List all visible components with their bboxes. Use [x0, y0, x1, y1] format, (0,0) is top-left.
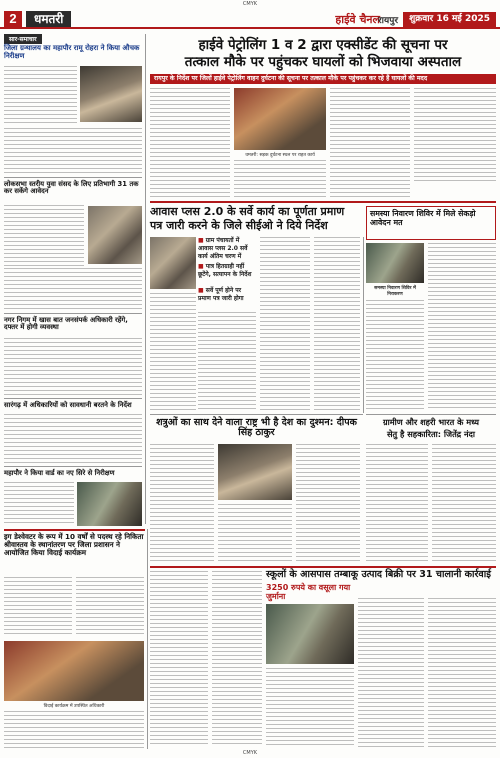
- second-bullet-2: ■ पात्र हितग्राही नहीं छूटेंगे, सत्यापन के निर्देश: [198, 263, 252, 278]
- lead-photo-caption: धमतरी: सड़क दुर्घटना स्थल पर राहत कार्य: [245, 153, 315, 158]
- second-text-col-4: [314, 237, 360, 411]
- color-registration-mark: CMYK: [242, 750, 258, 756]
- lead-photo: [234, 88, 326, 150]
- divider: [4, 466, 142, 467]
- section-name: धमतरी: [26, 11, 71, 27]
- second-text-col-1: [150, 293, 196, 411]
- second-text-col-2: [260, 237, 310, 411]
- masthead: [0, 10, 500, 29]
- farewell-text-col-1: [4, 577, 72, 637]
- column-divider: [145, 34, 146, 524]
- fourth-text-col-2: [432, 444, 496, 562]
- lead-strapline: रायपुर के निर्देश पर जिलों हाईवे पेट्रोलिंग वाहन दुर्घटना की सूचना पर तत्काल मौके पर पहुंचकर कर रहे हैं घायलों की मदद: [150, 74, 496, 84]
- third-story-photo: [218, 444, 292, 500]
- left-article-3-text: [4, 338, 142, 396]
- second-text-col-3: [198, 312, 256, 411]
- left-article-5-photo: [77, 482, 142, 526]
- left-headline-2: लोकसभा स्तरीय युवा संसद के लिए प्रतिभागी 31 तक कर सकेंगे आवेदन: [4, 180, 139, 196]
- third-text-col-3: [296, 444, 360, 562]
- third-text-col-2: [218, 504, 292, 562]
- right-headline: समस्या निवारण शिविर में मिले सेकड़ो आवेदन मत: [370, 209, 476, 227]
- right-text-col-2: [428, 243, 496, 410]
- farewell-photo-caption: विदाई कार्यक्रम में उपस्थित अधिकारी: [43, 704, 105, 709]
- bottom-text-col-3: [266, 668, 354, 748]
- divider: [150, 414, 363, 415]
- fourth-headline-line-2: सेतु है सहकारिता: जितेंद्र नंदा: [387, 429, 475, 439]
- column-divider: [147, 529, 148, 749]
- page-number: 2: [4, 11, 22, 27]
- bottom-text-col-4: [358, 598, 424, 748]
- paper-name: हाईवे चैनल: [335, 13, 380, 26]
- lead-text-col-1: [150, 88, 230, 198]
- left-article-1-photo: [80, 66, 142, 122]
- second-bullet-1: ■ ग्राम पंचायतों में आवास प्लस 2.0 सर्वे कार्य अंतिम चरण में: [198, 237, 248, 260]
- section-rule: [150, 566, 496, 568]
- left-article-2-photo: [88, 206, 142, 264]
- divider: [366, 414, 496, 415]
- left-article-4-text: [4, 414, 142, 464]
- paper-edition: रायपुर: [377, 16, 398, 26]
- farewell-text-cont: [4, 711, 144, 749]
- left-headline-1: जिला ग्रन्थालय का महापौर रामू रोहरा ने किया औचक निरीक्षण: [4, 44, 140, 60]
- section-rule: [4, 529, 145, 531]
- lead-text-col-2: [234, 160, 326, 198]
- second-story-photo: [150, 237, 196, 289]
- fourth-headline-line-1: ग्रामीण और शहरी भारत के मध्य: [383, 417, 479, 427]
- left-article-1-text-cont: [4, 128, 142, 174]
- left-article-5-text: [4, 482, 74, 526]
- bottom-headline-line-1: स्कूलों के आसपास तम्बाकू उत्पाद बिक्री पर 31 चालानी कार्रवाई: [266, 569, 491, 580]
- column-divider: [363, 237, 364, 413]
- section-rule: [150, 201, 496, 203]
- second-bullet-3: ■ सर्वे पूर्ण होने पर प्रमाण पत्र जारी होगा: [198, 287, 244, 302]
- left-article-1-text: [4, 66, 77, 126]
- left-headline-3: नगर निगम में खास बात जनसंपर्क अधिकारी रहेंगे, दफ्तर में होगी व्यवस्था: [4, 316, 128, 332]
- lead-headline-line-2: तत्काल मौके पर पहुंचकर घायलों को भिजवाया अस्पताल: [184, 54, 462, 70]
- bottom-story-photo: [266, 604, 354, 664]
- left-headline-5: महापौर ने किया वार्ड का नए सिरे से निरीक्षण: [4, 469, 115, 477]
- left-column-tag: सार-समाचार: [4, 34, 42, 44]
- left-article-2-text: [4, 205, 84, 267]
- left-headline-4: सारंगढ़ में अधिकारियों को सावधानी बरतने के निर्देश: [4, 401, 132, 409]
- left-article-2-text-cont: [4, 268, 142, 310]
- divider: [4, 313, 142, 314]
- lead-headline-line-1: हाईवे पेट्रोलिंग 1 व 2 द्वारा एक्सीडेंट की सूचना पर: [198, 37, 448, 53]
- right-photo-caption: समस्या निवारण शिविर में निराकरण: [374, 286, 416, 297]
- bottom-text-col-1: [150, 571, 208, 747]
- bottom-text-col-2: [212, 571, 262, 747]
- second-headline-line-2: पत्र जारी करने के जिले सीईओ ने दिये निर्देश: [150, 219, 328, 232]
- color-registration-mark: CMYK: [242, 1, 258, 7]
- divider: [4, 398, 142, 399]
- farewell-photo: [4, 641, 144, 701]
- farewell-text-col-2: [76, 577, 144, 637]
- lead-text-col-3: [330, 88, 410, 198]
- right-text-col-1: [366, 300, 424, 410]
- divider: [4, 177, 142, 178]
- fourth-text-col-1: [366, 444, 428, 562]
- issue-date: शुक्रवार 16 मई 2025: [403, 12, 496, 27]
- bottom-headline-line-2: 3250 रुपये का वसूला गया जुर्माना: [266, 583, 351, 601]
- left-headline-6: इग डेश्वेवटर के रूप में 10 वर्षों से पदस्थ रहे निकिता श्रीवास्तव के स्थानांतरण पर जिला प्रशासन ने आयोजित किया विदाई कार्यक्रम: [4, 532, 144, 557]
- lead-text-col-4: [414, 88, 496, 184]
- right-story-photo: [366, 243, 424, 283]
- second-headline-line-1: आवास प्लस 2.0 के सर्वे कार्य का पूर्णता प्रमाण: [150, 205, 345, 218]
- bottom-text-col-5: [428, 598, 496, 748]
- third-text-col-1: [150, 444, 214, 562]
- third-headline: शत्रुओं का साथ देने वाला राष्ट्र भी है देश का दुश्मन: दीपक सिंह ठाकुर: [156, 417, 357, 439]
